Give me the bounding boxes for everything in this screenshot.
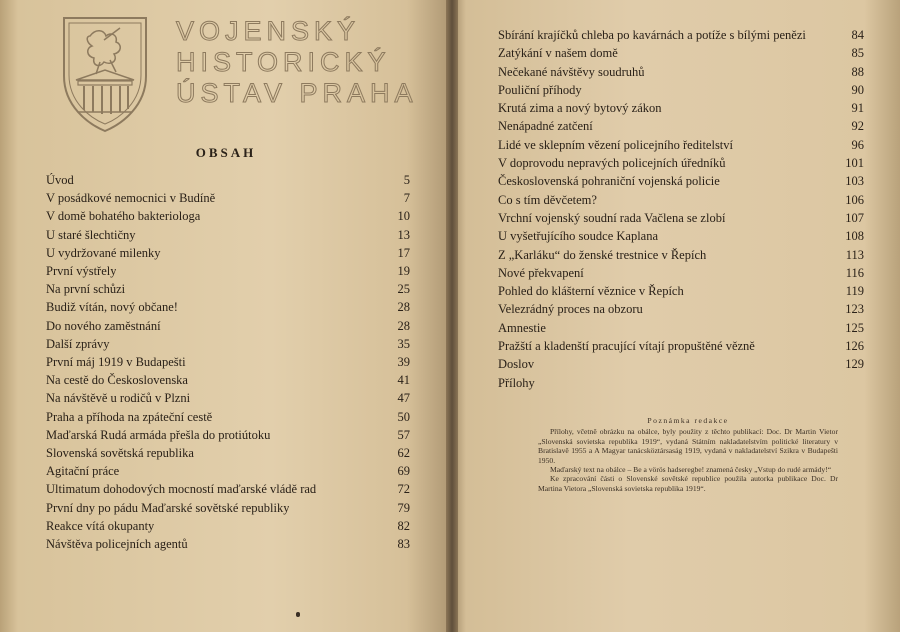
toc-entry xyxy=(498,81,864,99)
toc-entry-page: 125 xyxy=(845,320,864,335)
toc-entry-title: Sbírání krajíčků chleba po kavárnách a potíže s bílými penězi xyxy=(498,28,806,42)
toc-entry xyxy=(46,389,410,407)
toc-entry xyxy=(498,264,864,282)
coat-of-arms-icon xyxy=(60,14,150,134)
toc-entry-title: Nečekané návštěvy soudruhů xyxy=(498,64,645,79)
toc-entry xyxy=(46,535,410,553)
toc-entry-page: 106 xyxy=(845,192,864,207)
toc-entry xyxy=(498,227,864,245)
toc-entry xyxy=(46,262,410,280)
toc-entry-page: 72 xyxy=(397,482,410,497)
toc-entry-title: Lidé ve sklepním vězení policejního ředitelství xyxy=(498,137,734,152)
toc-entry xyxy=(498,319,864,337)
toc-entry-page: 92 xyxy=(851,119,864,134)
toc-entry-title: U staré šlechtičny xyxy=(46,227,136,242)
toc-entry xyxy=(46,371,410,389)
toc-entry-page: 10 xyxy=(397,209,410,224)
toc-entry-page: 50 xyxy=(397,409,410,424)
toc-entry-title: Zatýkání v našem domě xyxy=(498,46,618,61)
toc-entry-page: 41 xyxy=(397,373,410,388)
toc-entry-title: Budiž vítán, nový občane! xyxy=(46,300,178,315)
toc-entry xyxy=(46,408,410,426)
toc-entry xyxy=(46,426,410,444)
toc-entry-title: Na cestě do Československa xyxy=(46,373,188,388)
right-contents-list xyxy=(498,26,864,392)
toc-entry-page: 39 xyxy=(397,355,410,370)
toc-entry-title: Co s tím děvčetem? xyxy=(498,192,597,207)
toc-entry-page: 57 xyxy=(397,427,410,442)
toc-entry-page: 28 xyxy=(397,300,410,315)
toc-entry-title: Amnestie xyxy=(498,320,546,335)
toc-entry-page: 107 xyxy=(845,210,864,225)
toc-entry xyxy=(46,226,410,244)
toc-entry-title: Na návštěvě u rodičů v Plzni xyxy=(46,391,191,406)
toc-entry-title: Vrchní vojenský soudní rada Vačlena se zlobí xyxy=(498,210,726,225)
toc-entry xyxy=(498,282,864,300)
toc-entry-page: 25 xyxy=(397,282,410,297)
toc-entry-page: 103 xyxy=(845,174,864,189)
page-mark xyxy=(296,612,300,617)
toc-entry-title: V domě bohatého bakteriologa xyxy=(46,209,201,224)
toc-entry xyxy=(46,244,410,262)
toc-entry-title: Návštěva policejních agentů xyxy=(46,537,188,552)
toc-entry-title: Další zprávy xyxy=(46,336,110,351)
toc-entry xyxy=(46,171,410,189)
toc-entry-page: 82 xyxy=(397,518,410,533)
toc-entry-title: V posádkové nemocnici v Budíně xyxy=(46,191,216,206)
toc-entry-title: Pouliční příhody xyxy=(498,82,582,97)
toc-entry-title: Nenápadné zatčení xyxy=(498,119,593,134)
toc-entry-title: Krutá zima a nový bytový zákon xyxy=(498,101,662,116)
toc-entry xyxy=(46,207,410,225)
toc-entry-page: 84 xyxy=(851,28,864,42)
toc-entry xyxy=(46,499,410,517)
toc-entry xyxy=(46,335,410,353)
editorial-note-paragraph: Přílohy, včetně obrázku na obálce, byly použity z těchto publikací: Doc. Dr Martin Vietor „Slovenská sovietska republika 1919“, vydaná Státním nakladatelstvím politické literatury v Bratislavě 1955 a A Magyar tanácsköztársaság 1919, vydaná v nakladatelství Szikra v Budapešti 1950. xyxy=(538,427,838,465)
toc-entry xyxy=(498,99,864,117)
toc-entry xyxy=(46,189,410,207)
toc-entry-page: 7 xyxy=(403,191,410,206)
editorial-note-title: Poznámka redakce xyxy=(647,416,729,425)
toc-entry-page: 90 xyxy=(851,82,864,97)
toc-entry-title: Pohled do klášterní věznice v Řepích xyxy=(498,284,684,299)
toc-entry-page: 5 xyxy=(403,173,410,187)
toc-entry-page: 19 xyxy=(397,264,410,279)
toc-entry-page: 85 xyxy=(851,46,864,61)
toc-entry-title: Praha a příhoda na zpáteční cestě xyxy=(46,409,213,424)
toc-entry xyxy=(46,480,410,498)
toc-entry-page: 126 xyxy=(845,339,864,354)
editorial-note-paragraph: Ke zpracování části o Slovenské sovětské republice použila autorka publikace Doc. Dr Martina Vietora „Slovenská sovietska republika 1919“. xyxy=(538,474,838,493)
toc-entry-title: Ultimatum dohodových mocností maďarské vládě rad xyxy=(46,482,317,497)
toc-entry xyxy=(46,280,410,298)
institution-line: HISTORICKÝ xyxy=(176,47,391,77)
toc-entry-title: Slovenská sovětská republika xyxy=(46,446,194,461)
institution-line: VOJENSKÝ xyxy=(176,16,361,46)
toc-entry-title: Přílohy xyxy=(498,375,535,390)
toc-entry-title: U vyšetřujícího soudce Kaplana xyxy=(498,229,659,244)
toc-entry-title: První máj 1919 v Budapešti xyxy=(46,355,186,370)
toc-entry-page: 116 xyxy=(845,265,864,280)
institution-name xyxy=(176,16,418,109)
toc-entry-page: 17 xyxy=(397,245,410,260)
institution-line: ÚSTAV PRAHA xyxy=(176,78,418,108)
toc-entry xyxy=(46,298,410,316)
toc-entry-page: 13 xyxy=(397,227,410,242)
toc-entry-page: 88 xyxy=(851,64,864,79)
toc-entry-title: Z „Karláku“ do ženské trestnice v Řepích xyxy=(498,247,707,262)
toc-entry-title: Velezrádný proces na obzoru xyxy=(498,302,643,317)
left-contents-list xyxy=(46,171,410,553)
toc-entry xyxy=(498,63,864,81)
toc-entry-page: 108 xyxy=(845,229,864,244)
toc-entry xyxy=(498,172,864,190)
toc-entry xyxy=(46,444,410,462)
toc-entry-page: 101 xyxy=(845,156,864,171)
toc-entry xyxy=(498,191,864,209)
toc-entry xyxy=(46,353,410,371)
toc-entry xyxy=(498,117,864,135)
toc-entry-title: Doslov xyxy=(498,357,535,372)
toc-entry xyxy=(46,517,410,535)
toc-entry-page: 113 xyxy=(845,247,864,262)
toc-entry-page: 35 xyxy=(397,336,410,351)
contents-heading: OBSAH xyxy=(195,145,257,160)
toc-entry-page: 91 xyxy=(851,101,864,116)
toc-entry-title: Reakce vítá okupanty xyxy=(46,518,155,533)
toc-entry-title: U vydržované milenky xyxy=(46,245,161,260)
toc-entry xyxy=(46,317,410,335)
toc-entry-title: Agitační práce xyxy=(46,464,120,479)
toc-entry-page: 47 xyxy=(397,391,410,406)
book-spine xyxy=(446,0,458,632)
toc-entry-title: První výstřely xyxy=(46,264,117,279)
toc-entry-page: 123 xyxy=(845,302,864,317)
toc-entry xyxy=(498,355,864,373)
toc-entry-page: 28 xyxy=(397,318,410,333)
toc-entry-title: Úvod xyxy=(46,173,74,187)
toc-entry xyxy=(498,44,864,62)
toc-entry-page: 62 xyxy=(397,446,410,461)
toc-entry xyxy=(498,300,864,318)
toc-entry xyxy=(498,246,864,264)
toc-entry xyxy=(498,26,864,44)
toc-entry-page: 129 xyxy=(845,357,864,372)
toc-entry-page: 96 xyxy=(851,137,864,152)
toc-entry xyxy=(46,462,410,480)
toc-entry xyxy=(498,337,864,355)
toc-entry xyxy=(498,154,864,172)
toc-entry-title: V doprovodu nepravých policejních úředníků xyxy=(498,156,726,171)
toc-entry-title: Pražští a kladenští pracující vítají propuštěné vězně xyxy=(498,339,755,354)
toc-entry-page: 119 xyxy=(845,284,864,299)
toc-entry-page: 69 xyxy=(397,464,410,479)
toc-entry xyxy=(498,374,864,392)
editorial-note-paragraph: Maďarský text na obálce – Be a vörös hadseregbe! znamená česky „Vstup do rudé armády!“ xyxy=(550,465,832,475)
toc-entry-title: Do nového zaměstnání xyxy=(46,318,161,333)
toc-entry-title: Na první schůzi xyxy=(46,282,126,297)
toc-entry-title: První dny po pádu Maďarské sovětské republiky xyxy=(46,500,290,515)
toc-entry-title: Nové překvapení xyxy=(498,265,584,280)
editorial-note xyxy=(538,416,838,493)
toc-entry-title: Československá pohraniční vojenská policie xyxy=(498,174,720,189)
toc-entry xyxy=(498,209,864,227)
toc-entry-title: Maďarská Rudá armáda přešla do protiútoku xyxy=(46,427,271,442)
toc-entry-page: 79 xyxy=(397,500,410,515)
toc-entry-page: 83 xyxy=(397,537,410,552)
toc-entry xyxy=(498,136,864,154)
